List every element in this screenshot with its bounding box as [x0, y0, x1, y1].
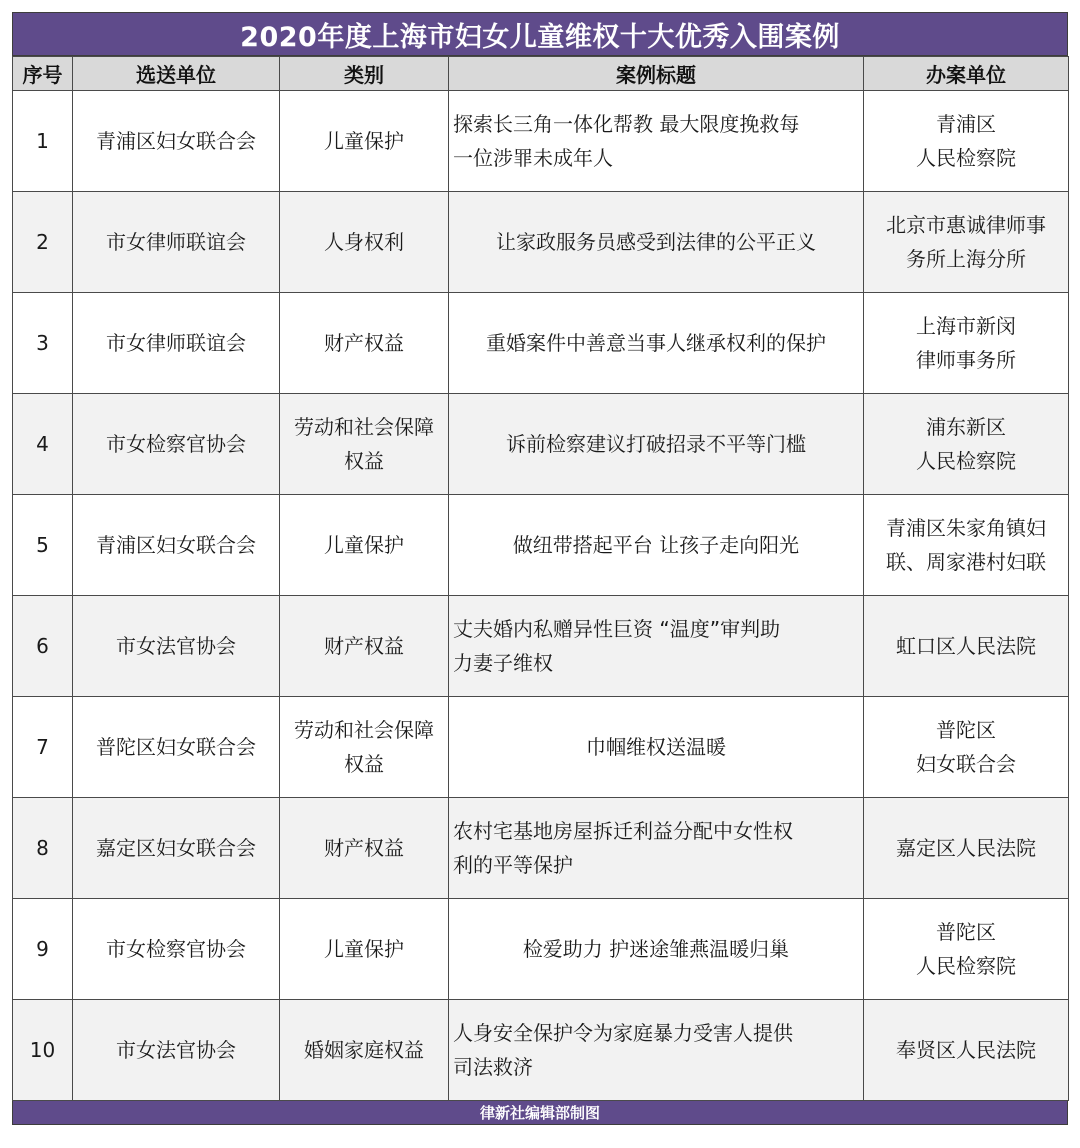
table-title: 2020年度上海市妇女儿童维权十大优秀入围案例 [12, 12, 1068, 56]
header-row [13, 57, 1069, 91]
category-line: 儿童保护 [324, 937, 404, 961]
category [280, 192, 449, 293]
table-row [13, 697, 1069, 798]
case-title-line: 让家政服务员感受到法律的公平正义 [496, 230, 816, 254]
submitting-unit: 嘉定区妇女联合会 [73, 798, 280, 899]
category [280, 798, 449, 899]
table-row [13, 192, 1069, 293]
row-number: 2 [13, 192, 73, 293]
case-title [449, 192, 864, 293]
category [280, 293, 449, 394]
case-title [449, 697, 864, 798]
row-number: 8 [13, 798, 73, 899]
case-title [449, 596, 864, 697]
row-number: 6 [13, 596, 73, 697]
header-case-title: 案例标题 [449, 57, 864, 91]
handling-unit [864, 1000, 1069, 1101]
handling-unit [864, 293, 1069, 394]
handling-unit-line: 律师事务所 [916, 348, 1016, 372]
handling-unit [864, 91, 1069, 192]
table-row [13, 596, 1069, 697]
submitting-unit: 青浦区妇女联合会 [73, 91, 280, 192]
handling-unit-line: 妇女联合会 [916, 752, 1016, 776]
category [280, 899, 449, 1000]
case-title [449, 495, 864, 596]
case-title-line: 农村宅基地房屋拆迁利益分配中女性权 [453, 819, 793, 843]
handling-unit [864, 899, 1069, 1000]
footer-credit: 律新社编辑部制图 [12, 1101, 1068, 1125]
submitting-unit: 市女律师联谊会 [73, 192, 280, 293]
case-title-line: 司法救济 [453, 1055, 533, 1079]
handling-unit-line: 青浦区 [936, 112, 996, 136]
case-title-line: 重婚案件中善意当事人继承权利的保护 [486, 331, 826, 355]
category-line: 财产权益 [324, 836, 404, 860]
header-category: 类别 [280, 57, 449, 91]
category [280, 697, 449, 798]
category-line: 财产权益 [324, 634, 404, 658]
submitting-unit: 青浦区妇女联合会 [73, 495, 280, 596]
case-title [449, 798, 864, 899]
case-title-line: 检爱助力 护迷途雏燕温暖归巢 [522, 937, 790, 961]
category-line: 儿童保护 [324, 533, 404, 557]
handling-unit-line: 人民检察院 [916, 146, 1016, 170]
case-title [449, 899, 864, 1000]
table-body [13, 91, 1069, 1101]
table-row [13, 798, 1069, 899]
case-title-line: 巾帼维权送温暖 [586, 735, 726, 759]
case-title-line: 探索长三角一体化帮教 最大限度挽救每 [453, 112, 800, 136]
category [280, 394, 449, 495]
row-number: 3 [13, 293, 73, 394]
category-line: 权益 [344, 449, 384, 473]
category [280, 596, 449, 697]
handling-unit-line: 奉贤区人民法院 [896, 1038, 1036, 1062]
submitting-unit: 市女法官协会 [73, 596, 280, 697]
header-no: 序号 [13, 57, 73, 91]
row-number: 10 [13, 1000, 73, 1101]
case-title [449, 394, 864, 495]
row-number: 9 [13, 899, 73, 1000]
handling-unit-line: 普陀区 [936, 920, 996, 944]
table-row [13, 899, 1069, 1000]
table-row [13, 495, 1069, 596]
category [280, 91, 449, 192]
case-title-line: 人身安全保护令为家庭暴力受害人提供 [453, 1021, 793, 1045]
category-line: 婚姻家庭权益 [304, 1038, 424, 1062]
header-unit: 选送单位 [73, 57, 280, 91]
case-table-figure [12, 12, 1068, 1125]
handling-unit-line: 北京市惠诚律师事 [886, 213, 1046, 237]
submitting-unit: 普陀区妇女联合会 [73, 697, 280, 798]
category-line: 权益 [344, 752, 384, 776]
table-row [13, 91, 1069, 192]
category-line: 财产权益 [324, 331, 404, 355]
handling-unit-line: 虹口区人民法院 [896, 634, 1036, 658]
row-number: 4 [13, 394, 73, 495]
handling-unit-line: 青浦区朱家角镇妇 [886, 516, 1046, 540]
case-table [12, 56, 1069, 1101]
handling-unit-line: 人民检察院 [916, 449, 1016, 473]
submitting-unit: 市女检察官协会 [73, 899, 280, 1000]
handling-unit-line: 务所上海分所 [906, 247, 1026, 271]
case-title-line: 力妻子维权 [453, 651, 553, 675]
submitting-unit: 市女法官协会 [73, 1000, 280, 1101]
category-line: 人身权利 [324, 230, 404, 254]
case-title-line: 丈夫婚内私赠异性巨资 “温度”审判助 [453, 617, 781, 641]
case-title [449, 293, 864, 394]
handling-unit [864, 798, 1069, 899]
case-title-line: 利的平等保护 [453, 853, 573, 877]
category [280, 1000, 449, 1101]
handling-unit-line: 普陀区 [936, 718, 996, 742]
category-line: 劳动和社会保障 [294, 718, 434, 742]
handling-unit-line: 人民检察院 [916, 954, 1016, 978]
submitting-unit: 市女律师联谊会 [73, 293, 280, 394]
case-title [449, 91, 864, 192]
handling-unit-line: 上海市新闵 [916, 314, 1016, 338]
handling-unit [864, 394, 1069, 495]
case-title-line: 一位涉罪未成年人 [453, 146, 613, 170]
table-row [13, 1000, 1069, 1101]
category-line: 儿童保护 [324, 129, 404, 153]
row-number: 5 [13, 495, 73, 596]
submitting-unit: 市女检察官协会 [73, 394, 280, 495]
category [280, 495, 449, 596]
handling-unit [864, 495, 1069, 596]
row-number: 1 [13, 91, 73, 192]
table-row [13, 293, 1069, 394]
category-line: 劳动和社会保障 [294, 415, 434, 439]
handling-unit [864, 596, 1069, 697]
case-title-line: 诉前检察建议打破招录不平等门槛 [506, 432, 806, 456]
handling-unit-line: 浦东新区 [926, 415, 1006, 439]
case-title [449, 1000, 864, 1101]
table-row [13, 394, 1069, 495]
handling-unit-line: 联、周家港村妇联 [886, 550, 1046, 574]
handling-unit [864, 697, 1069, 798]
row-number: 7 [13, 697, 73, 798]
handling-unit-line: 嘉定区人民法院 [896, 836, 1036, 860]
handling-unit [864, 192, 1069, 293]
case-title-line: 做纽带搭起平台 让孩子走向阳光 [512, 533, 800, 557]
header-handler: 办案单位 [864, 57, 1069, 91]
